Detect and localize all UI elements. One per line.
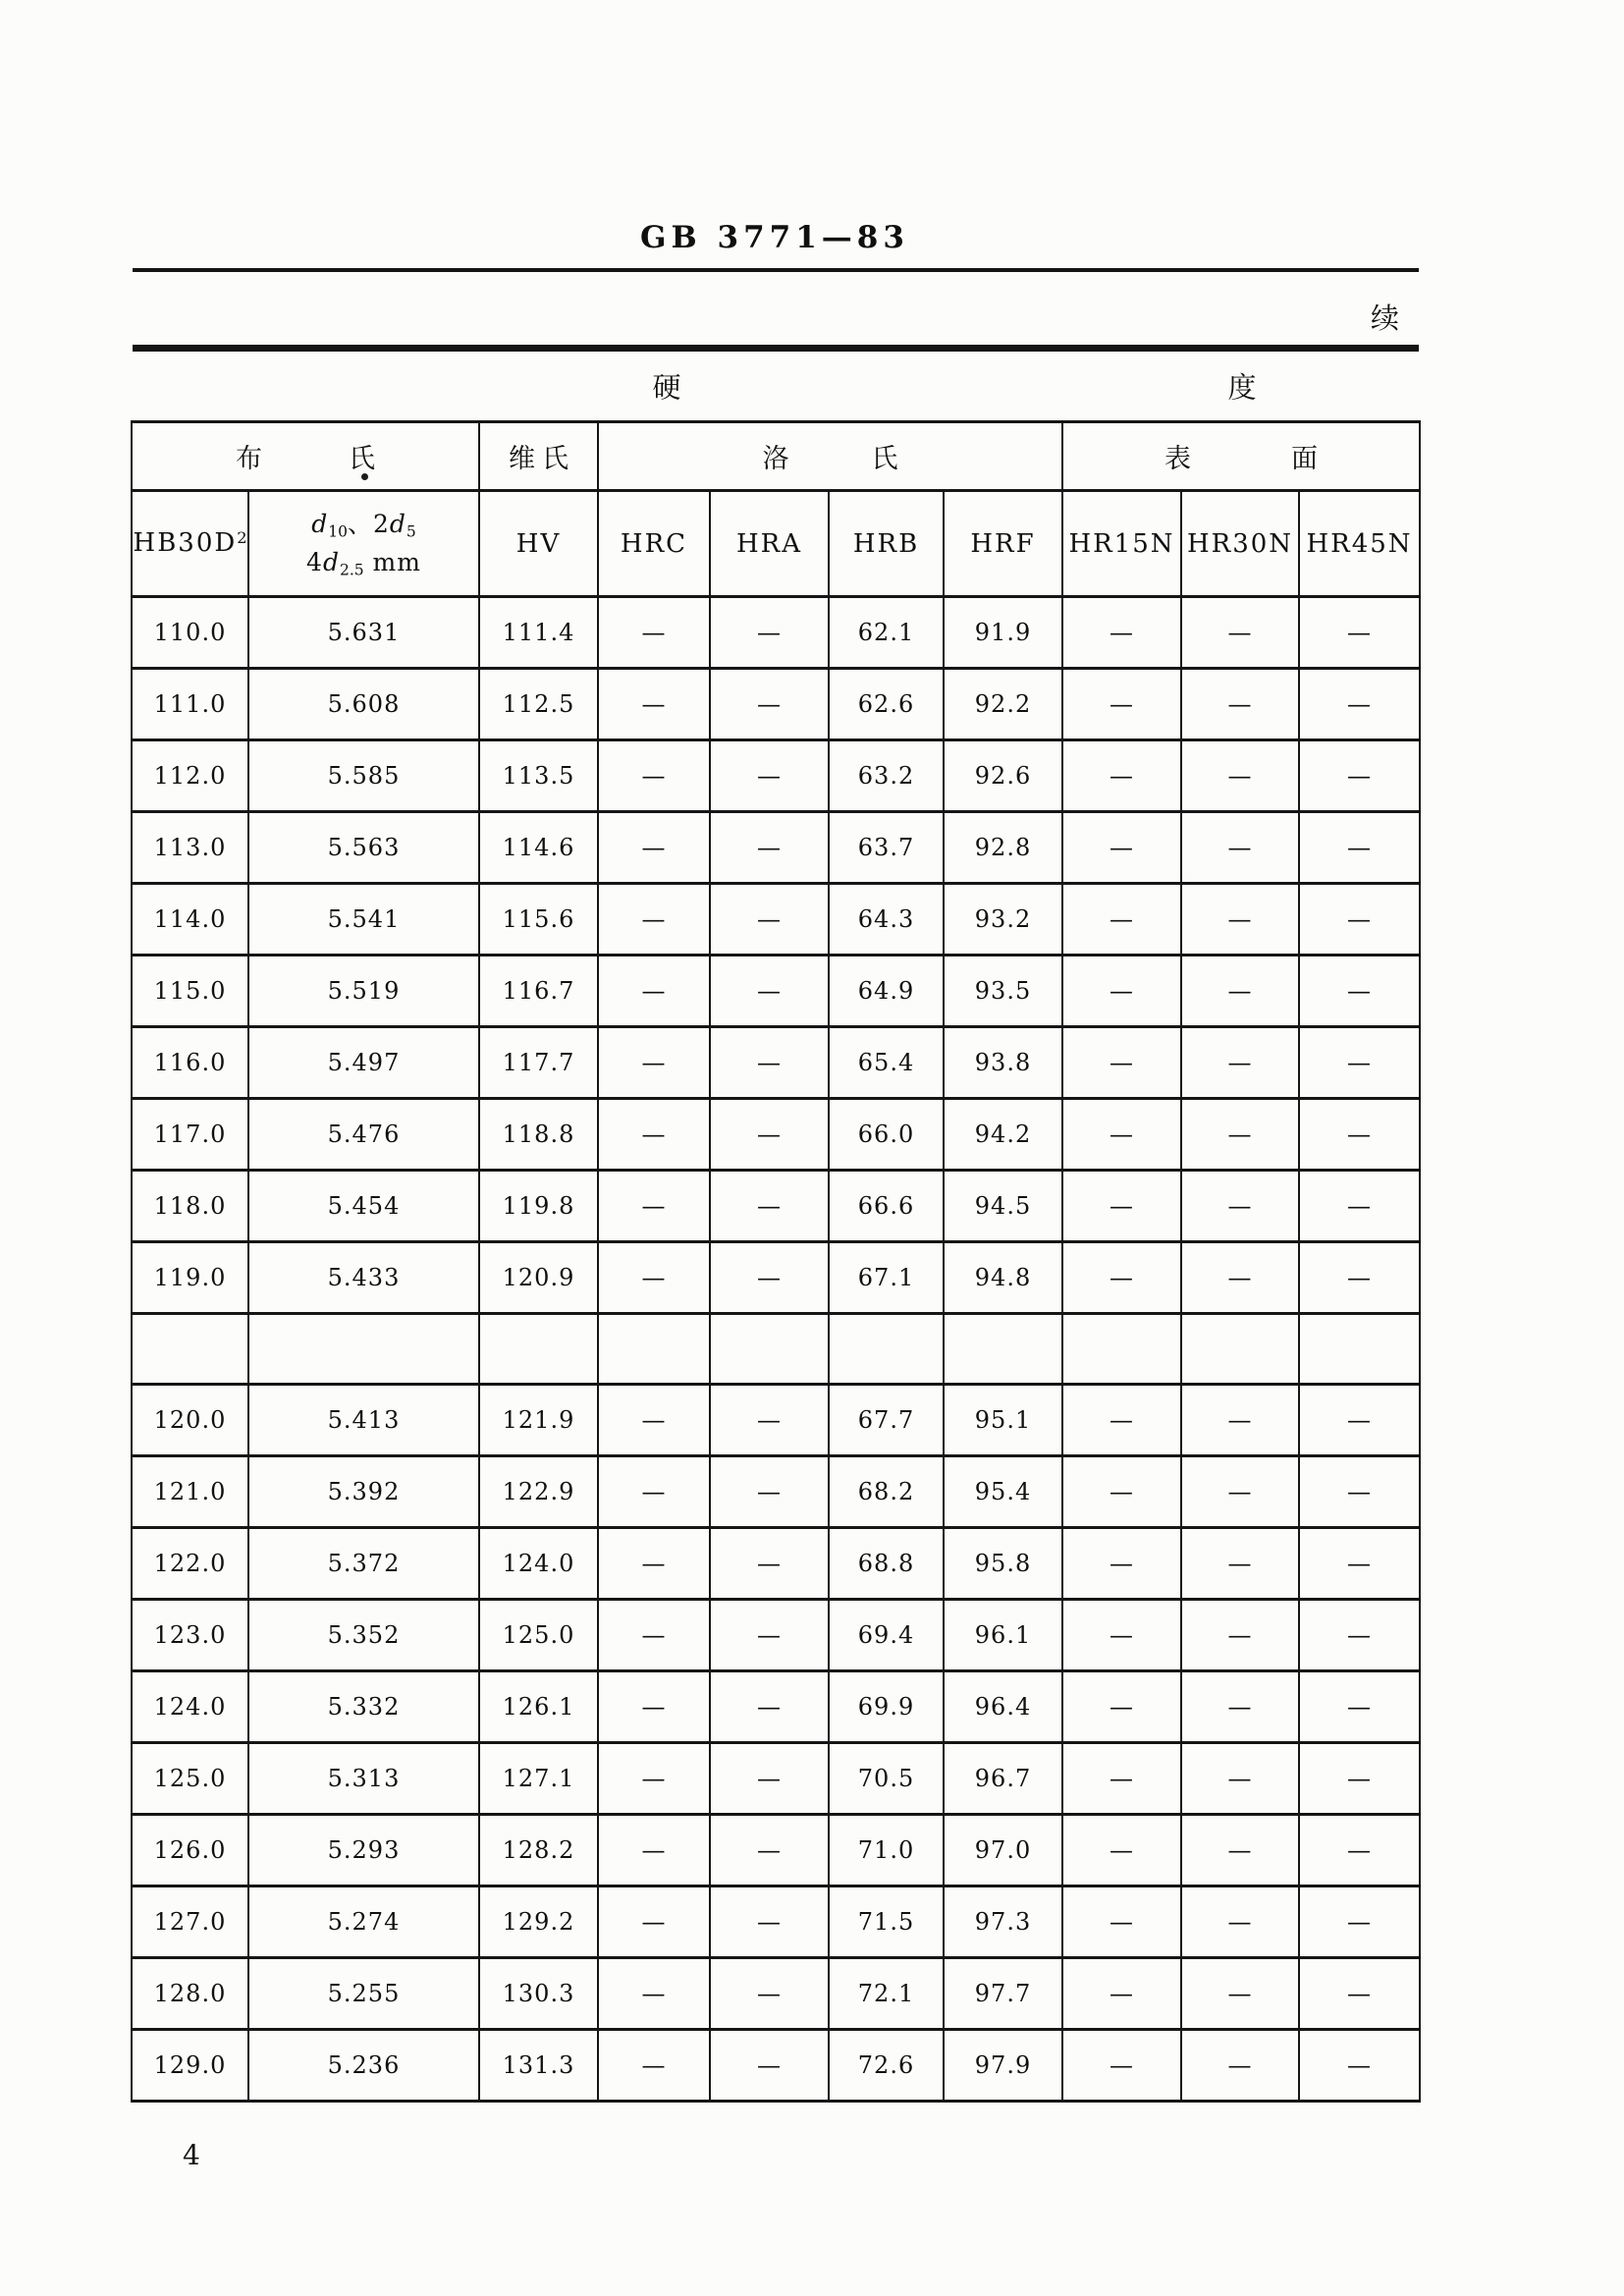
data-cell: — [1181,1958,1299,2030]
table-row [132,812,1420,884]
data-cell: — [710,884,829,956]
banner-char-degree: 度 [1227,370,1257,405]
table-row [132,1600,1420,1671]
data-cell: — [1299,2030,1420,2102]
data-cell: 96.7 [944,1743,1062,1815]
data-cell: 66.6 [829,1171,944,1242]
data-cell: — [1181,740,1299,812]
data-cell: — [710,1456,829,1528]
data-cell: — [1062,1600,1181,1671]
data-cell: 121.0 [132,1456,248,1528]
conversion-table [131,420,1421,2103]
column-header-hr45n: HR45N [1299,491,1420,597]
data-cell: — [1299,812,1420,884]
data-cell: 66.0 [829,1099,944,1171]
data-cell: 124.0 [479,1528,598,1600]
data-cell: 127.0 [132,1886,248,1958]
data-cell: 92.6 [944,740,1062,812]
data-cell: — [1062,1886,1181,1958]
column-header-hrc: HRC [598,491,710,597]
data-cell: 5.476 [248,1099,479,1171]
spacer-row [132,1314,1420,1385]
page-number: 4 [183,2139,200,2171]
data-cell: — [1062,2030,1181,2102]
data-cell: — [1181,669,1299,740]
data-cell: — [1299,1456,1420,1528]
data-cell: 111.4 [479,597,598,669]
scale-group-row [132,422,1420,491]
data-cell: — [1299,956,1420,1027]
data-cell: 93.8 [944,1027,1062,1099]
column-header-indent-diameter: $d_{10}$、$2d_5$ $4d_{2.5}$ mm [248,491,479,597]
data-cell: 117.0 [132,1099,248,1171]
data-cell: 110.0 [132,597,248,669]
data-cell: 72.6 [829,2030,944,2102]
data-cell: 62.6 [829,669,944,740]
data-cell: — [598,669,710,740]
group-header-rockwell [598,422,1062,491]
data-cell: 128.0 [132,1958,248,2030]
table-row [132,1815,1420,1886]
data-cell: — [598,812,710,884]
data-cell: 116.7 [479,956,598,1027]
data-cell: — [1299,597,1420,669]
data-cell: 126.0 [132,1815,248,1886]
table-row [132,1743,1420,1815]
data-cell: — [1181,1456,1299,1528]
data-cell: — [710,1600,829,1671]
data-cell: — [710,1958,829,2030]
data-cell: 113.0 [132,812,248,884]
data-cell: 128.2 [479,1815,598,1886]
data-cell: 115.0 [132,956,248,1027]
data-cell: 122.0 [132,1528,248,1600]
table-row [132,669,1420,740]
data-cell: 95.8 [944,1528,1062,1600]
data-cell: 67.1 [829,1242,944,1314]
data-cell: — [710,1242,829,1314]
table-row [132,740,1420,812]
data-cell: — [598,740,710,812]
data-cell: — [598,1743,710,1815]
data-cell: — [1299,884,1420,956]
data-cell: 116.0 [132,1027,248,1099]
data-cell: 5.454 [248,1171,479,1242]
data-cell: 120.0 [132,1385,248,1456]
data-cell: 112.5 [479,669,598,740]
data-cell: — [1062,1027,1181,1099]
data-cell: 93.5 [944,956,1062,1027]
data-cell: 69.9 [829,1671,944,1743]
data-cell: 5.392 [248,1456,479,1528]
data-cell: 97.0 [944,1815,1062,1886]
data-cell: — [1181,1171,1299,1242]
data-cell: — [1299,1671,1420,1743]
data-cell: 5.352 [248,1600,479,1671]
data-cell: — [1181,1886,1299,1958]
data-cell: 124.0 [132,1671,248,1743]
data-cell: 5.433 [248,1242,479,1314]
column-header-hv: HV [479,491,598,597]
data-cell: 125.0 [132,1743,248,1815]
data-cell: 97.7 [944,1958,1062,2030]
table-row [132,1528,1420,1600]
data-cell: 118.0 [132,1171,248,1242]
data-cell: — [598,884,710,956]
data-cell: — [710,597,829,669]
data-cell: 113.5 [479,740,598,812]
data-cell: — [710,669,829,740]
data-cell: — [1062,1456,1181,1528]
data-cell: 5.541 [248,884,479,956]
data-cell: 127.1 [479,1743,598,1815]
group-label-char: 氏 [349,444,375,474]
data-cell: 93.2 [944,884,1062,956]
data-cell: 67.7 [829,1385,944,1456]
data-cell: — [598,1886,710,1958]
group-label-char: 维 [509,444,535,474]
data-cell: 68.8 [829,1528,944,1600]
data-cell: — [710,956,829,1027]
column-header-hr15n: HR15N [1062,491,1181,597]
data-cell: 5.497 [248,1027,479,1099]
page-title: GB 3771—83 [640,220,909,255]
data-cell: 5.274 [248,1886,479,1958]
data-cell: 5.293 [248,1815,479,1886]
data-cell: — [710,812,829,884]
data-cell: — [598,1099,710,1171]
data-cell: — [1299,669,1420,740]
table-body [132,597,1420,2102]
data-cell: 71.5 [829,1886,944,1958]
data-cell: — [1299,1600,1420,1671]
data-cell: — [598,1600,710,1671]
data-cell: 131.3 [479,2030,598,2102]
data-cell: 64.3 [829,884,944,956]
data-cell: — [1181,1671,1299,1743]
data-cell: 5.255 [248,1958,479,2030]
data-cell: — [598,1456,710,1528]
title-rule [133,268,1419,272]
data-cell: 5.313 [248,1743,479,1815]
data-cell: — [710,1528,829,1600]
data-cell: — [598,1958,710,2030]
data-cell [248,1314,479,1385]
data-cell [479,1314,598,1385]
group-label-char: 布 [236,444,262,474]
data-cell: 119.0 [132,1242,248,1314]
table-row [132,2030,1420,2102]
data-cell: 122.9 [479,1456,598,1528]
group-label-char: 氏 [871,444,898,474]
data-cell [1299,1314,1420,1385]
data-cell: 70.5 [829,1743,944,1815]
data-cell: 5.372 [248,1528,479,1600]
table-top-rule [133,345,1419,352]
group-label-char: 氏 [542,444,568,474]
column-header-hrb: HRB [829,491,944,597]
data-cell [598,1314,710,1385]
data-cell [1181,1314,1299,1385]
group-header-superficial [1062,422,1420,491]
data-cell: 114.6 [479,812,598,884]
data-cell: — [710,1099,829,1171]
data-cell: — [1299,1027,1420,1099]
data-cell: 126.1 [479,1671,598,1743]
data-cell: — [1181,884,1299,956]
data-cell [1062,1314,1181,1385]
data-cell: — [1181,597,1299,669]
data-cell: — [1299,740,1420,812]
data-cell: — [1062,1528,1181,1600]
table-row [132,1385,1420,1456]
data-cell: — [1062,1099,1181,1171]
continued-label: 续 [1371,301,1400,335]
data-cell: 111.0 [132,669,248,740]
data-cell: — [710,1671,829,1743]
data-cell: 114.0 [132,884,248,956]
data-cell: — [710,1385,829,1456]
data-cell: 5.332 [248,1671,479,1743]
data-cell: — [1062,1385,1181,1456]
data-cell: — [1062,956,1181,1027]
data-cell: 129.0 [132,2030,248,2102]
data-cell [132,1314,248,1385]
data-cell: 63.7 [829,812,944,884]
data-cell: — [1181,1528,1299,1600]
data-cell: 119.8 [479,1171,598,1242]
data-cell: 5.236 [248,2030,479,2102]
column-header-row [132,491,1420,597]
data-cell: — [710,1886,829,1958]
data-cell: — [1299,1099,1420,1171]
data-cell: 71.0 [829,1815,944,1886]
group-header-vickers [479,422,598,491]
data-cell: 96.1 [944,1600,1062,1671]
data-cell: — [1181,2030,1299,2102]
data-cell: — [1299,1743,1420,1815]
data-cell: — [1062,1958,1181,2030]
data-cell: 94.8 [944,1242,1062,1314]
group-label-char: 面 [1291,444,1319,474]
data-cell: 5.631 [248,597,479,669]
data-cell: — [1181,1242,1299,1314]
table-row [132,1171,1420,1242]
data-cell: 95.4 [944,1456,1062,1528]
data-cell: 94.2 [944,1099,1062,1171]
table-row [132,956,1420,1027]
data-cell: 62.1 [829,597,944,669]
table-row [132,884,1420,956]
data-cell: 115.6 [479,884,598,956]
data-cell: — [710,1171,829,1242]
table-row [132,1099,1420,1171]
data-cell: — [1299,1958,1420,2030]
data-cell: — [1062,1815,1181,1886]
data-cell: — [598,2030,710,2102]
column-header-hrf: HRF [944,491,1062,597]
data-cell: — [598,1171,710,1242]
data-cell: — [1299,1242,1420,1314]
data-cell: — [710,1027,829,1099]
data-cell: — [1299,1171,1420,1242]
data-cell: — [1299,1385,1420,1456]
data-cell: — [598,1242,710,1314]
data-cell: — [710,1743,829,1815]
table-row [132,1456,1420,1528]
data-cell: 94.5 [944,1171,1062,1242]
data-cell: — [1062,1242,1181,1314]
group-label-char: 表 [1164,444,1192,474]
data-cell: — [1299,1528,1420,1600]
data-cell: — [598,956,710,1027]
data-cell: 118.8 [479,1099,598,1171]
data-cell: — [710,2030,829,2102]
data-cell: — [710,740,829,812]
data-cell: — [1181,1027,1299,1099]
data-cell: 97.3 [944,1886,1062,1958]
group-label-char: 洛 [762,444,789,474]
column-header-hra: HRA [710,491,829,597]
data-cell: 121.9 [479,1385,598,1456]
data-cell: — [1181,956,1299,1027]
data-cell: — [710,1815,829,1886]
table-row [132,1886,1420,1958]
data-cell: 123.0 [132,1600,248,1671]
data-cell: — [1062,884,1181,956]
data-cell [829,1314,944,1385]
data-cell: — [1181,812,1299,884]
group-header-brinell [132,422,479,491]
data-cell: 68.2 [829,1456,944,1528]
banner-char-hard: 硬 [652,370,681,405]
data-cell: — [1062,1171,1181,1242]
data-cell: — [1062,740,1181,812]
data-cell: 64.9 [829,956,944,1027]
data-cell: 112.0 [132,740,248,812]
hardness-banner [131,352,1419,420]
data-cell: 5.608 [248,669,479,740]
data-cell: 5.413 [248,1385,479,1456]
data-cell: — [598,1528,710,1600]
data-cell: 91.9 [944,597,1062,669]
data-cell: 5.563 [248,812,479,884]
table-row [132,1027,1420,1099]
data-cell: 92.2 [944,669,1062,740]
data-cell: — [1299,1815,1420,1886]
table-row [132,597,1420,669]
data-cell: 72.1 [829,1958,944,2030]
data-cell: — [1299,1886,1420,1958]
data-cell: — [1181,1385,1299,1456]
data-cell: 95.1 [944,1385,1062,1456]
data-cell [710,1314,829,1385]
data-cell: — [598,597,710,669]
data-cell: 5.585 [248,740,479,812]
data-cell: — [598,1385,710,1456]
data-cell: 117.7 [479,1027,598,1099]
data-cell: 130.3 [479,1958,598,2030]
data-cell: 65.4 [829,1027,944,1099]
data-cell [944,1314,1062,1385]
data-cell: — [1062,669,1181,740]
data-cell: 5.519 [248,956,479,1027]
data-cell: 96.4 [944,1671,1062,1743]
data-cell: — [598,1671,710,1743]
data-cell: 92.8 [944,812,1062,884]
data-cell: — [598,1815,710,1886]
data-cell: — [1062,812,1181,884]
table-row [132,1958,1420,2030]
data-cell: — [1181,1815,1299,1886]
data-cell: — [1062,1671,1181,1743]
data-cell: — [1062,597,1181,669]
table-row [132,1242,1420,1314]
data-cell: 63.2 [829,740,944,812]
column-header-hr30n: HR30N [1181,491,1299,597]
data-cell: — [598,1027,710,1099]
data-cell: 125.0 [479,1600,598,1671]
data-cell: — [1181,1600,1299,1671]
data-cell: — [1181,1743,1299,1815]
data-cell: — [1181,1099,1299,1171]
data-cell: — [1062,1743,1181,1815]
data-cell: 97.9 [944,2030,1062,2102]
data-cell: 120.9 [479,1242,598,1314]
data-cell: 129.2 [479,1886,598,1958]
table-row [132,1671,1420,1743]
column-header-hb30d2: $HB30D^2$ [132,491,248,597]
data-cell: 69.4 [829,1600,944,1671]
